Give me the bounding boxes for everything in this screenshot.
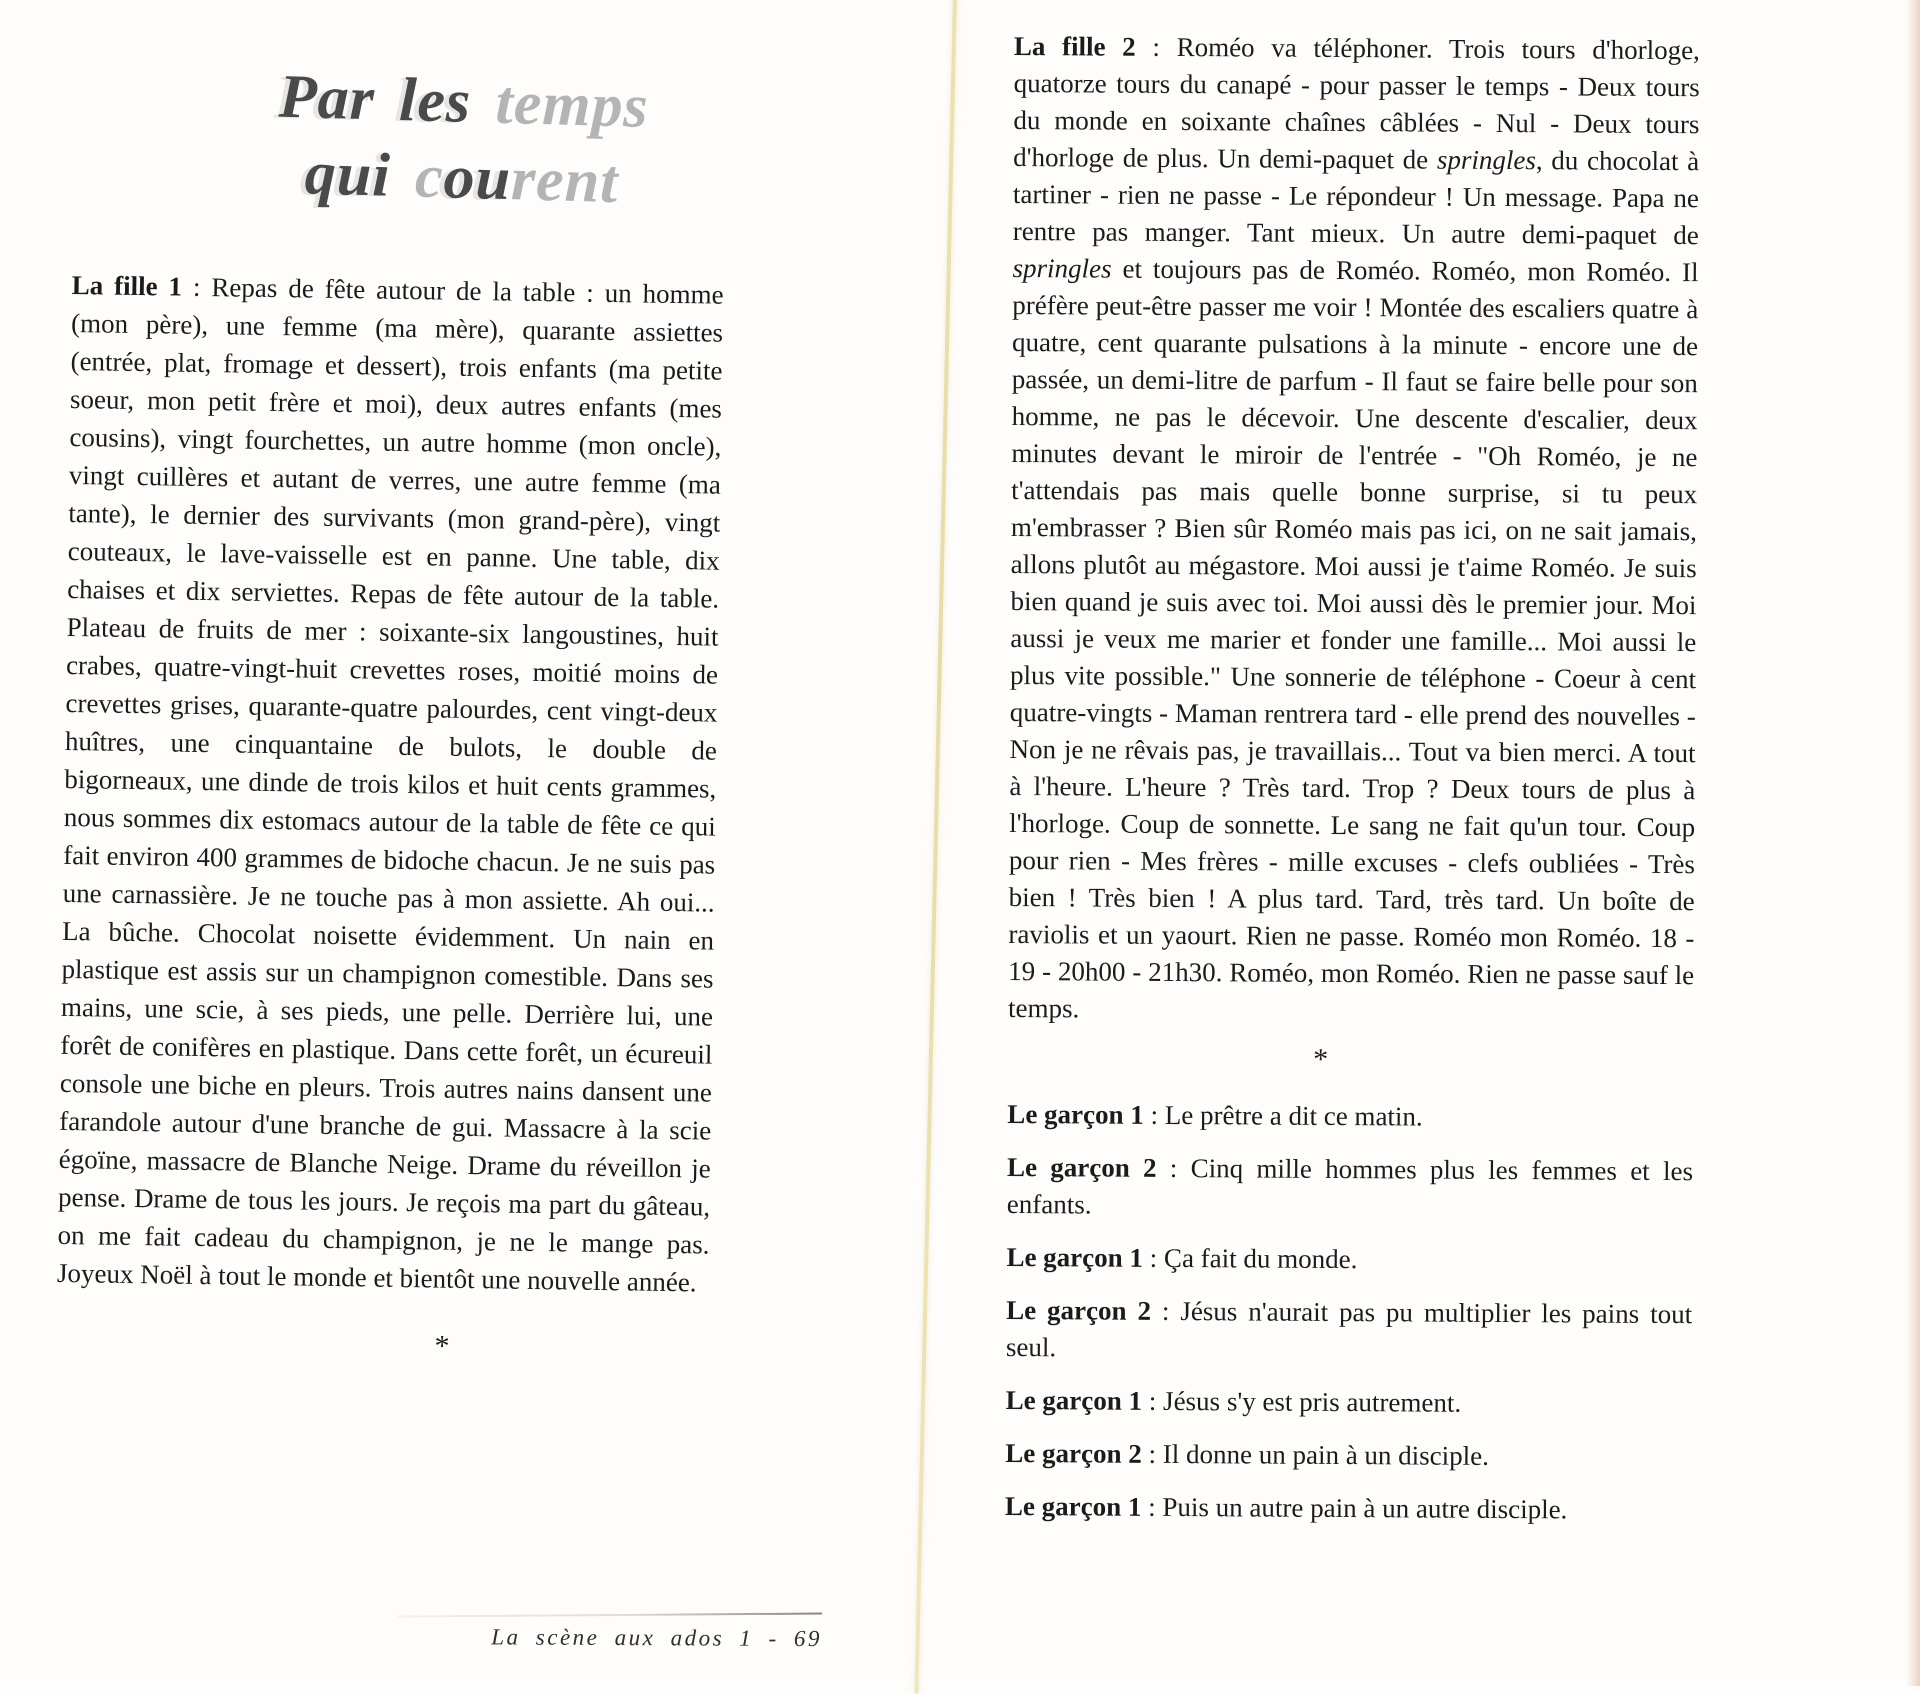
title-segment-dark-1: Par les: [277, 62, 497, 137]
dialogue-text: Jésus n'aurait pas pu multiplier les pains tout seul.: [1005, 1296, 1693, 1363]
speaker-label: La fille 2: [1013, 30, 1136, 62]
speech-text-italic: springles: [1012, 252, 1112, 284]
speech-text: et toujours pas de Roméo. Roméo, mon Roméo. Il préfère peut-être passer me voir ! Montée des escaliers quatre à quatre, cent quarante pulsations à la minute - encore une de passée, un demi-litre de parfum - Il faut se faire belle pour son homme, ne pas le décevoir. Une descente d'escalier, deux minutes devant le miroir de l'entrée - "Oh Roméo, je ne t'attendais pas mais quelle bonne surprise, si tu peux m'embrasser ? Bien sûr Roméo mais pas ici, on ne sait jamais, allons plutôt au mégastore. Moi aussi je t'aime Roméo. Je suis bien quand je suis avec toi. Moi aussi dès le premier jour. Moi aussi je veux me marier et fonder une famille... Moi aussi le plus vite possible." Une sonnerie de téléphone - Coeur à cent quatre-vingts - Maman rentrera tard - elle prend des nouvelles - Non je ne rêvais pas, je travaillais... Tout va bien merci. A tout à l'heure. L'heure ? Très tard. Trop ? Deux tours de plus à l'horloge. Coup de sonnette. Le sang ne fait qu'un tour. Coup pour rien - Mes frères - mille excuses - clefs oubliées - Très bien ! Très bien ! A plus tard. Tard, très tard. Un boîte de raviolis et un yaourt. Rien ne passe. Roméo mon Roméo. 18 - 19 - 20h00 - 21h30. Roméo, mon Roméo. Rien ne passe sauf le temps.: [1007, 253, 1699, 1024]
speech-text: , du chocolat à tartiner - rien ne passe - Le répondeur ! Un message. Papa ne rentre pas manger. Tant mieux. Un autre demi-paquet de: [1012, 145, 1700, 251]
speaker-label: Le garçon 2: [1005, 1437, 1142, 1469]
dialogue-line: [1006, 1292, 1692, 1370]
left-page-text-column: [56, 266, 724, 1370]
section-separator-asterisk: *: [1313, 1042, 1329, 1076]
dialogue-text: Le prêtre a dit ce matin.: [1164, 1099, 1423, 1132]
footer-rule: [398, 1613, 822, 1618]
speaker-label: Le garçon 1: [1006, 1241, 1144, 1273]
speech-text: Repas de fête autour de la table : un homme (mon père), une femme (ma mère), quarante assiettes (entrée, plat, fromage et dessert), trois enfants (ma petite soeur, mon petit frère et moi), deux autres enfants (mes cousins), vingt fourchettes, un autre homme (mon oncle), vingt cuillères et autant de verres, une autre femme (ma tante), le dernier des survivants (mon grand-père), vingt couteaux, le lave-vaisselle est en panne. Une table, dix chaises et dix serviettes. Repas de fête autour de la table. Plateau de fruits de mer : soixante-six langoustines, huit crabes, quatre-vingt-huit crevettes roses, moitié moins de crevettes grises, quarante-quatre palourdes, cent vingt-deux huîtres, une cinquantaine de bulots, le double de bigorneaux, une dinde de trois kilos et huit cents grammes, nous sommes dix estomacs autour de la table de fête ce qui fait environ 400 grammes de bidoche chacun. Je ne suis pas une carnassière. Je ne touche pas à mon assiette. Ah oui... La bûche. Chocolat noisette évidemment. Un nain en plastique est assis sur un champignon comestible. Dans ses mains, une scie, à ses pieds, une pelle. Derrière lui, une forêt de conifères en plastique. Dans cette forêt, un écureuil console une biche en pleurs. Trois autres nains dansent une farandole autour d'une branche de gui. Massacre à la scie égoïne, massacre de Blanche Neige. Drame du réveillon je pense. Drame de tous les jours. Je reçois ma part du gâteau, on me fait cadeau du champignon, je ne le mange pas. Joyeux Noël à tout le monde et bientôt une nouvelle année.: [56, 272, 724, 1298]
colon-separator: :: [1141, 1438, 1163, 1469]
dialogue-text: Jésus s'y est pris autrement.: [1163, 1385, 1462, 1418]
speaker-label: Le garçon 1: [1004, 1490, 1142, 1522]
dialogue-line: [1005, 1435, 1691, 1476]
title-segment-dark-2: qui: [304, 138, 417, 210]
speaker-label: Le garçon 2: [1006, 1151, 1157, 1183]
speech-la-fille-1: [57, 266, 724, 1302]
colon-separator: :: [1135, 31, 1177, 62]
scan-right-edge: [1906, 0, 1920, 1686]
page-footer: [398, 1613, 822, 1652]
dialogue-text: Il donne un pain à un disciple.: [1162, 1438, 1490, 1471]
dialogue-line: [1006, 1382, 1692, 1423]
dialogue-text: Puis un autre pain à un autre disciple.: [1162, 1491, 1568, 1525]
speech-text-italic: springles: [1436, 144, 1537, 176]
colon-separator: :: [1156, 1152, 1191, 1184]
dialogue-text: Ça fait du monde.: [1163, 1242, 1358, 1275]
dialogue-line: [1007, 1096, 1693, 1137]
colon-separator: :: [181, 271, 212, 303]
dialogue-line: [1005, 1488, 1691, 1529]
dialogue-line: [1007, 1149, 1693, 1227]
speaker-label: Le garçon 1: [1007, 1098, 1144, 1130]
title-segment-dark-3: ou: [442, 142, 513, 213]
right-page-text-column: [1005, 28, 1700, 1545]
title-segment-light-1: temps: [494, 68, 650, 141]
dialogue-line: [1006, 1239, 1692, 1280]
colon-separator: :: [1142, 1385, 1164, 1416]
speaker-label: Le garçon 1: [1005, 1384, 1143, 1416]
speech-la-fille-2: [1008, 28, 1700, 1031]
speaker-label: La fille 1: [71, 269, 183, 302]
colon-separator: :: [1143, 1099, 1165, 1130]
colon-separator: :: [1142, 1242, 1165, 1273]
footer-page-label: La scène aux ados 1 - 69: [491, 1624, 823, 1652]
page-title: [181, 56, 745, 224]
colon-separator: :: [1150, 1295, 1181, 1327]
speech-text: Roméo va téléphoner. Trois tours d'horloge, quatorze tours du canapé - pour passer le temps - Deux tours du monde en soixante chaînes câblées - Nul - Deux tours d'horloge de plus. Un demi-paquet de: [1013, 31, 1700, 175]
speaker-label: Le garçon 2: [1006, 1294, 1152, 1326]
dialogue-text: Cinq mille hommes plus les femmes et les enfants.: [1006, 1153, 1694, 1220]
title-segment-light-2: c: [414, 142, 445, 211]
section-separator-asterisk: *: [434, 1329, 450, 1363]
book-gutter-line: [914, 0, 957, 1694]
colon-separator: :: [1141, 1491, 1163, 1522]
title-segment-light-3: rent: [510, 144, 620, 216]
